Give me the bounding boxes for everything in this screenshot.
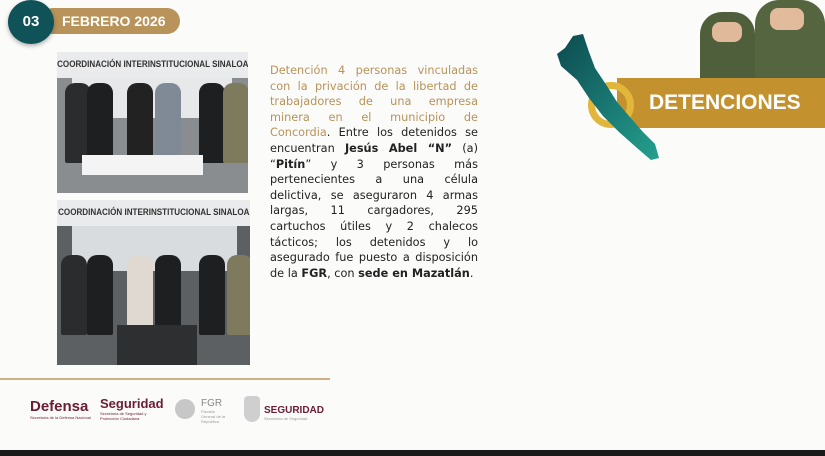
- day-badge: 03: [8, 0, 54, 44]
- bottom-bar: [0, 450, 825, 456]
- detention-photo-1: [57, 52, 248, 193]
- fgr-seal-icon: [175, 399, 195, 419]
- footer-divider: [0, 378, 330, 380]
- logo-seguridad-sinaloa: SEGURIDAD Secretaría de Seguridad: [264, 405, 325, 421]
- detention-photo-2: [57, 200, 250, 365]
- date-pill: [40, 8, 180, 34]
- sinaloa-map-icon: [555, 32, 665, 162]
- sinaloa-shield-icon: [244, 396, 260, 422]
- photo-banner: COORDINACIÓN INTERINSTITUCIONAL SINALOA: [57, 200, 250, 226]
- soldiers-image: [700, 0, 825, 78]
- logo-defensa: Defensa Secretaría de la Defensa Nacional: [30, 398, 91, 420]
- logo-fgr: FGR Fiscalía General de la República: [201, 398, 226, 424]
- article-text: Detención 4 personas vinculadas con la privación de la libertad de trabajadores de una empresa minera en el municipio de Concordia. Entre los detenidos se encuentran Jesús Abel “N” (a) “Pitín” y 3 personas más pertenecientes a una célula delictiva, se aseguraron 4 armas largas, 11 cargadores, 295 cartuchos útiles y 2 chalecos tácticos; los detenidos y lo asegurado fue puesto a disposición de la FGR, con sede en Mazatlán.: [270, 64, 478, 280]
- date-label: FEBRERO 2026: [62, 13, 166, 29]
- logo-seguridad-sspc: Seguridad Secretaría de Seguridad y Protección Ciudadana: [100, 396, 164, 421]
- photo-banner: COORDINACIÓN INTERINSTITUCIONAL SINALOA: [57, 52, 248, 78]
- section-title: DETENCIONES: [617, 78, 825, 128]
